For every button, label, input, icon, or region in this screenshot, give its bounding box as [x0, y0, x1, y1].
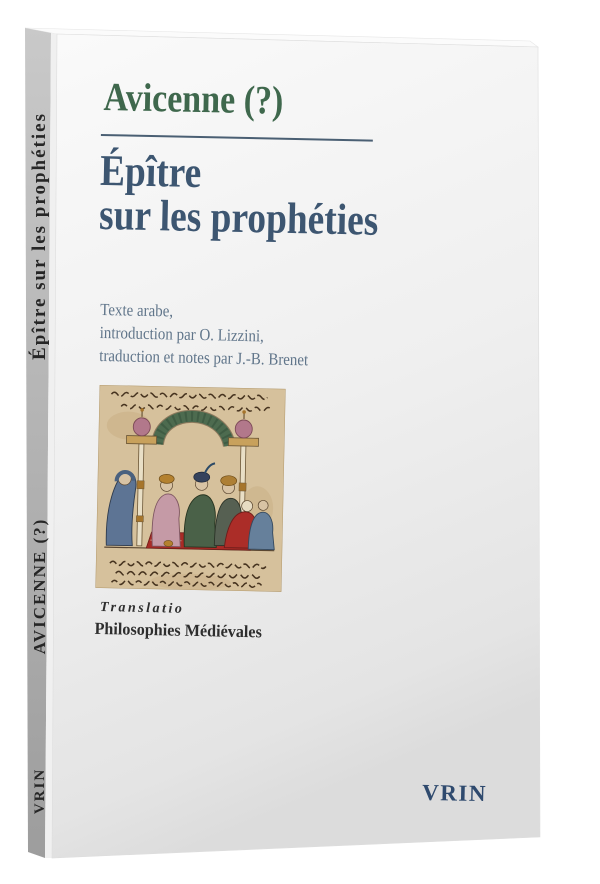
publisher-logo: VRIN — [421, 779, 488, 807]
series-name: Translatio — [99, 600, 185, 617]
subtitle-line3: traduction et notes par J.-B. Brenet — [99, 345, 309, 370]
subtitle — [99, 298, 309, 371]
book-title — [98, 145, 380, 245]
series-block — [94, 597, 271, 643]
front-cover — [40, 34, 540, 850]
subtitle-line2: introduction par O. Lizzini, — [99, 322, 265, 346]
spine-author: AVICENNE (?) — [30, 517, 49, 655]
book-title-line2: sur les prophéties — [98, 189, 379, 245]
author-name: Avicenne (?) — [103, 73, 284, 123]
gold-dish — [164, 540, 173, 546]
book-title-line1: Épître — [99, 145, 202, 198]
spine-title: Épître sur les prophéties — [29, 112, 50, 360]
arabic-manuscript-miniature — [95, 385, 285, 592]
spine-publisher-logo: VRIN — [32, 767, 48, 815]
divider-rule — [101, 134, 373, 142]
series-collection: Philosophies Médiévales — [94, 618, 263, 642]
subtitle-line1: Texte arabe, — [100, 299, 174, 321]
